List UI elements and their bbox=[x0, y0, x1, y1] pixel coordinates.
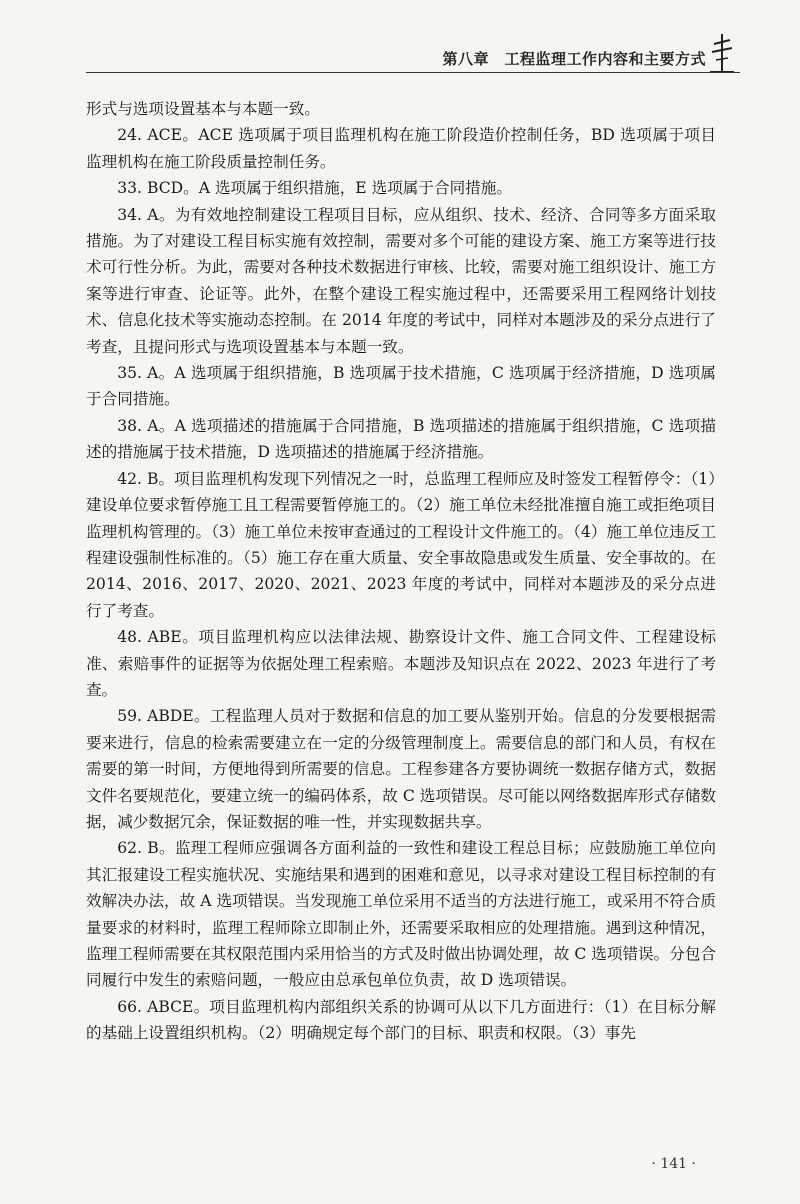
answer-paragraph-48: 48. ABE。项目监理机构应以法律法规、勘察设计文件、施工合同文件、工程建设标准、索赔事件的证据等为依据处理工程索赔。本题涉及知识点在 2022、2023 年进行了考查。 bbox=[86, 628, 716, 699]
answer-paragraph-24: 24. ACE。ACE 选项属于项目监理机构在施工阶段造价控制任务，BD 选项属于项目监理机构在施工阶段质量控制任务。 bbox=[86, 126, 716, 171]
answer-paragraph-35: 35. A。A 选项属于组织措施，B 选项属于技术措施，C 选项属于经济措施，D 选项属于合同措施。 bbox=[86, 364, 716, 409]
body-text bbox=[86, 96, 716, 1047]
answer-paragraph-42: 42. B。项目监理机构发现下列情况之一时，总监理工程师应及时签发工程暂停令：（1）建设单位要求暂停施工且工程需要暂停施工的。（2）施工单位未经批准擅自施工或拒绝项目监理机构管理的。（3）施工单位未按审查通过的工程设计文件施工的。（4）施工单位违反工程建设强制性标准的。（5）施工存在重大质量、安全事故隐患或发生质量、安全事故的。在 2014、2016、2017、2020、2021、2023 年度的考试中，同样对本题涉及的采分点进行了考查。 bbox=[86, 469, 716, 620]
answer-paragraph-38: 38. A。A 选项描述的措施属于合同措施，B 选项描述的措施属于组织措施，C 选项描述的措施属于技术措施，D 选项描述的措施属于经济措施。 bbox=[86, 416, 716, 462]
chapter-running-head: 第八章 工程监理工作内容和主要方式 bbox=[442, 50, 706, 68]
answer-paragraph-62: 62. B。监理工程师应强调各方面利益的一致性和建设工程总目标；应鼓励施工单位向其汇报建设工程实施状况、实施结果和遇到的困难和意见，以寻求对建设工程目标控制的有效解决办法，故 A 选项错误。当发现施工单位采用不适当的方法进行施工，或采用不符合质量要求的材料时，监理工程师除立即制止外，还需要采取相应的处理措施。遇到这种情况，监理工程师需要在其权限范围内采用恰当的方式及时做出协调处理，故 C 选项错误。分包合同履行中发生的索赔问题，一般应由总承包单位负责，故 D 选项错误。 bbox=[86, 839, 717, 990]
answer-paragraph-66: 66. ABCE。项目监理机构内部组织关系的协调可从以下几方面进行：（1）在目标分解的基础上设置组织机构。（2）明确规定每个部门的目标、职责和权限。（3）事先 bbox=[86, 997, 716, 1043]
answer-paragraph-33: 33. BCD。A 选项属于组织措施，E 选项属于合同措施。 bbox=[117, 179, 512, 198]
page-number: · 141 · bbox=[651, 1156, 696, 1172]
paragraph-continuation: 形式与选项设置基本与本题一致。 bbox=[86, 100, 320, 118]
decorative-ornament-icon bbox=[708, 32, 736, 74]
answer-paragraph-59: 59. ABDE。工程监理人员对于数据和信息的加工要从鉴别开始。信息的分发要根据需要来进行，信息的检索需要建立在一定的分级管理制度上。需要信息的部门和人员，有权在需要的第一时间，方便地得到所需要的信息。工程参建各方要协调统一数据存储方式，数据文件名要规范化，要建立统一的编码体系，故 C 选项错误。尽可能以网络数据库形式存储数据，减少数据冗余，保证数据的唯一性，并实现数据共享。 bbox=[86, 707, 717, 831]
header-rule bbox=[86, 72, 740, 73]
answer-paragraph-34: 34. A。为有效地控制建设工程项目目标，应从组织、技术、经济、合同等多方面采取措施。为了对建设工程目标实施有效控制，需要对多个可能的建设方案、施工方案等进行技术可行性分析。为此，需要对各种技术数据进行审核、比较，需要对施工组织设计、施工方案等进行审查、论证等。此外，在整个建设工程实施过程中，还需要采用工程网络计划技术、信息化技术等实施动态控制。在 2014 年度的考试中，同样对本题涉及的采分点进行了考查，且提问形式与选项设置基本与本题一致。 bbox=[86, 205, 716, 356]
